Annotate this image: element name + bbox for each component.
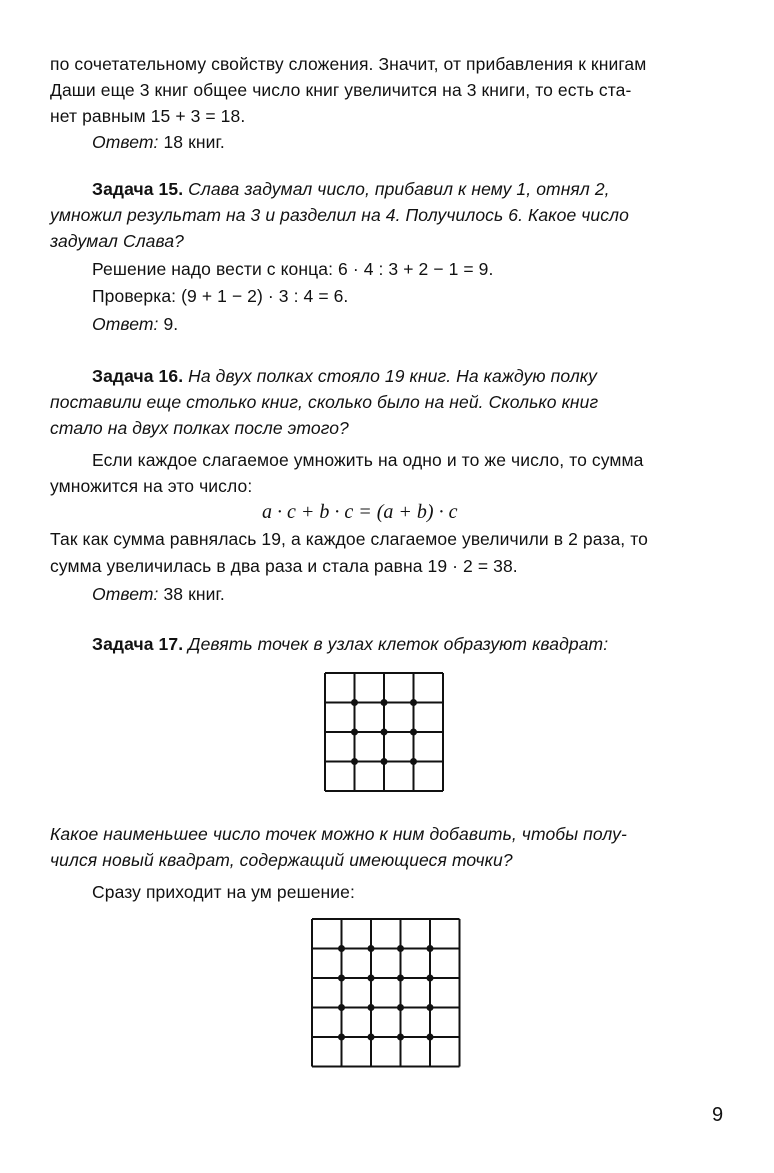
grid-dot: [427, 1004, 434, 1011]
grid-dot: [410, 729, 417, 736]
task17-heading: [92, 632, 608, 656]
grid-dot: [381, 699, 388, 706]
grid-dot: [397, 1004, 404, 1011]
answer-label: Ответ:: [92, 132, 159, 152]
grid-dot: [427, 975, 434, 982]
intro-line-3: нет равным 15 + 3 = 18.: [50, 106, 246, 126]
task16-body-2: умножится на это число:: [50, 476, 253, 496]
intro-answer: [92, 130, 225, 154]
grid-dot: [397, 975, 404, 982]
grid-dot: [351, 758, 358, 765]
grid-dot: [368, 945, 375, 952]
grid-dot: [368, 975, 375, 982]
task15-heading: [92, 177, 610, 201]
page-number: 9: [712, 1104, 724, 1126]
grid-dot: [410, 699, 417, 706]
task16-answer: [92, 582, 225, 606]
grid-dot: [410, 758, 417, 765]
task15-text-1: Слава задумал число, прибавил к нему 1, отнял 2,: [183, 179, 610, 199]
task16-formula: a · c + b · c = (a + b) · c: [262, 501, 458, 523]
intro-line-2: Даши еще 3 книг общее число книг увеличится на 3 книги, то есть ста-: [50, 80, 632, 100]
task17-solution-intro: Сразу приходит на ум решение:: [92, 882, 355, 902]
intro-line-1: по сочетательному свойству сложения. Значит, от прибавления к книгам: [50, 54, 647, 74]
grid-dot: [351, 699, 358, 706]
task17-text-1: Девять точек в узлах клеток образуют квадрат:: [183, 634, 609, 654]
grid-dot: [338, 975, 345, 982]
grid-dot: [368, 1034, 375, 1041]
answer-value: 38 книг.: [158, 584, 225, 604]
task15-check: Проверка: (9 + 1 − 2) · 3 : 4 = 6.: [92, 286, 349, 306]
task16-text-2: поставили еще столько книг, сколько было на ней. Сколько книг: [50, 392, 599, 412]
grid-dot: [338, 1034, 345, 1041]
task16-text-3: стало на двух полках после этого?: [50, 418, 349, 438]
grid-dot: [338, 1004, 345, 1011]
grid-dot: [427, 945, 434, 952]
grid-dot: [381, 758, 388, 765]
task15-title: Задача 15.: [92, 179, 184, 199]
answer-value: 18 книг.: [158, 132, 225, 152]
task16-body-1: Если каждое слагаемое умножить на одно и то же число, то сумма: [92, 450, 644, 470]
solution-dots-grid: [308, 915, 468, 1075]
answer-value: 9.: [158, 314, 179, 334]
task16-heading: [92, 364, 597, 388]
grid-dot: [381, 729, 388, 736]
task16-title: Задача 16.: [92, 366, 184, 386]
task15-solution: Решение надо вести с конца: 6 · 4 : 3 + 2 − 1 = 9.: [92, 259, 494, 279]
answer-label: Ответ:: [92, 584, 159, 604]
task17-question-1: Какое наименьшее число точек можно к ним добавить, чтобы полу-: [50, 824, 627, 844]
grid-dot: [368, 1004, 375, 1011]
grid-dot: [397, 945, 404, 952]
grid-dot: [397, 1034, 404, 1041]
answer-label: Ответ:: [92, 314, 159, 334]
task17-question-2: чился новый квадрат, содержащий имеющиеся точки?: [50, 850, 513, 870]
grid-dot: [351, 729, 358, 736]
grid-dot: [338, 945, 345, 952]
task15-answer: [92, 312, 178, 336]
nine-dots-grid: [320, 668, 450, 798]
task15-text-3: задумал Слава?: [50, 231, 185, 251]
task16-body-3: Так как сумма равнялась 19, а каждое слагаемое увеличили в 2 раза, то: [50, 529, 648, 549]
task16-text-1: На двух полках стояло 19 книг. На каждую полку: [183, 366, 598, 386]
task15-text-2: умножил результат на 3 и разделил на 4. Получилось 6. Какое число: [50, 205, 629, 225]
task17-title: Задача 17.: [92, 634, 184, 654]
task16-body-4: сумма увеличилась в два раза и стала равна 19 · 2 = 38.: [50, 556, 518, 576]
grid-dot: [427, 1034, 434, 1041]
